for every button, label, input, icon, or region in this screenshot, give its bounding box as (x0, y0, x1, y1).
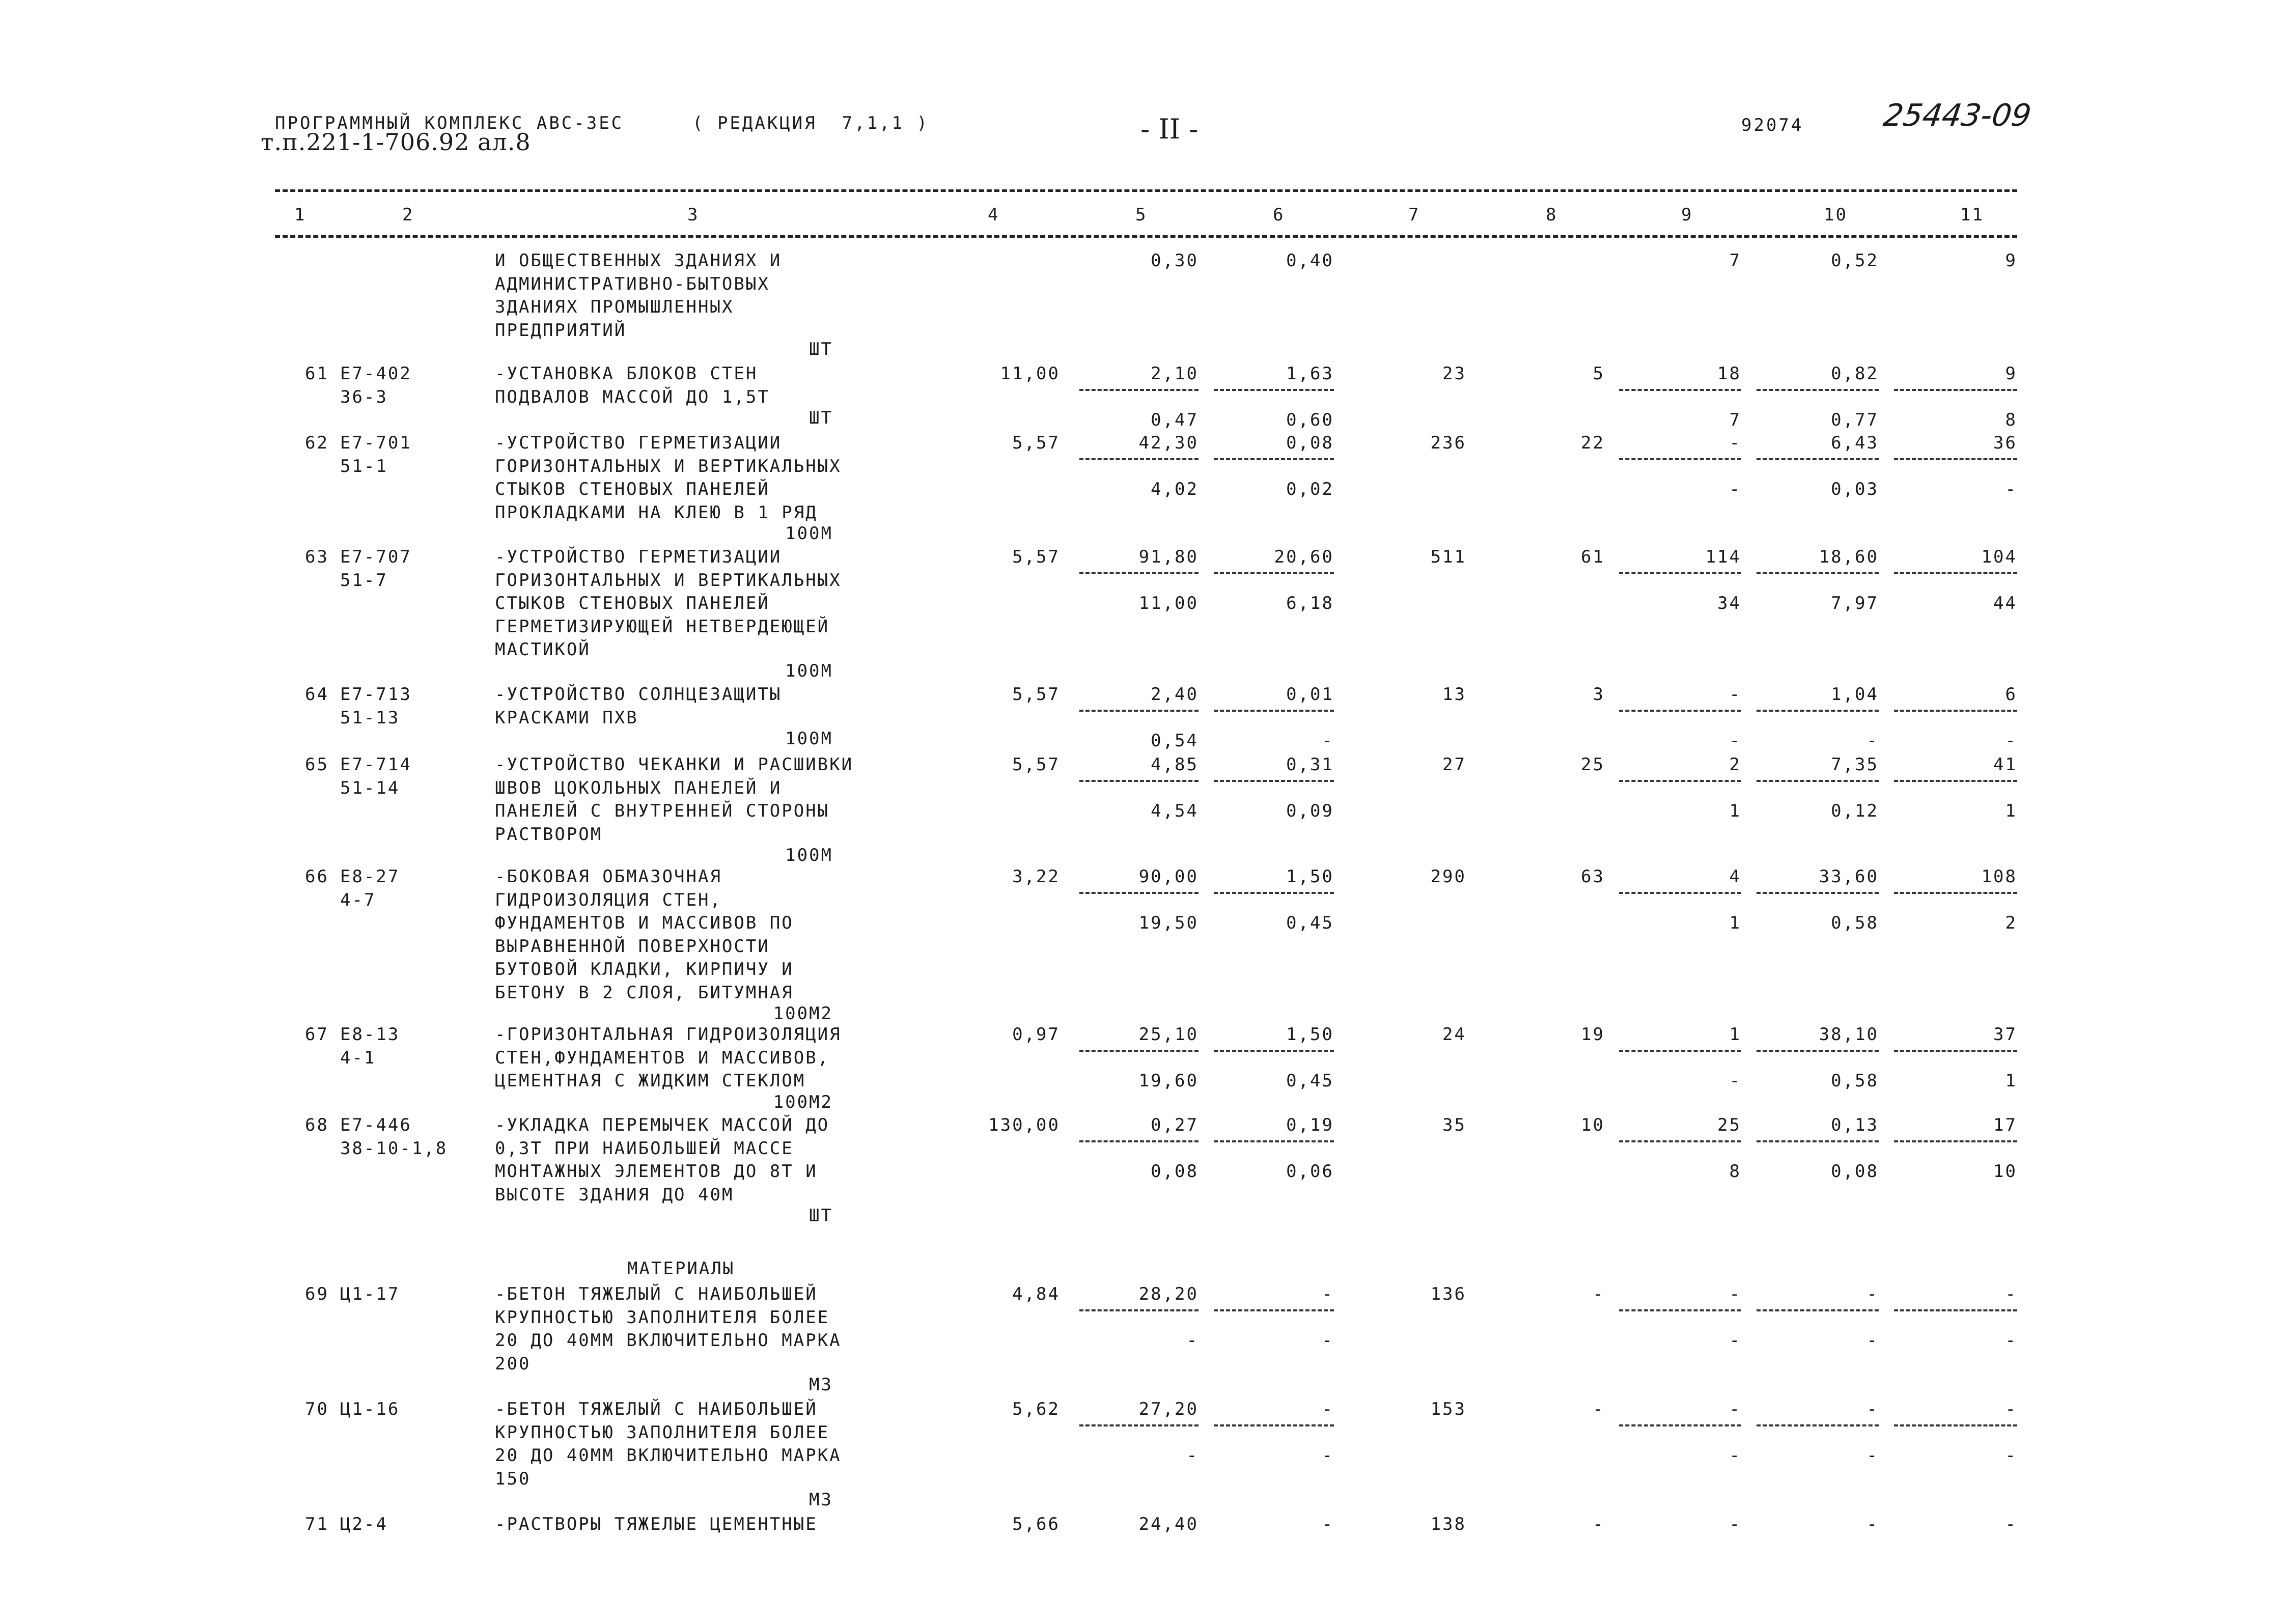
material-row-c10: - (1866, 1514, 1879, 1534)
cost-split-rule (1894, 389, 2017, 391)
table-row-description-line: -УСТРОЙСТВО СОЛНЦЕЗАЩИТЫ (495, 684, 782, 705)
handwritten-stamp-number: 25443-09 (1881, 98, 2033, 133)
cost-split-rule (1214, 780, 1334, 782)
material-row-b5: - (1186, 1445, 1199, 1466)
table-row-qty: 11,00 (1000, 363, 1060, 384)
continuation-c10: 0,52 (1831, 250, 1879, 271)
table-row-description-line: 0,3Т ПРИ НАИБОЛЬШЕЙ МАССЕ (495, 1138, 794, 1159)
cost-split-rule (1079, 572, 1199, 574)
material-row-b10: - (1866, 1445, 1879, 1466)
cost-split-rule (1757, 1050, 1879, 1052)
column-number-8: 8 (1546, 205, 1558, 225)
table-row-description-line: ГИДРОИЗОЛЯЦИЯ СТЕН, (495, 889, 722, 910)
material-row-b10: - (1866, 1330, 1879, 1351)
table-row-description-line: ВЫРАВНЕННОЙ ПОВЕРХНОСТИ (495, 936, 770, 957)
table-row-c7: 35 (1442, 1115, 1466, 1135)
table-row-number: 65 (305, 754, 329, 775)
table-row-c6: 0,31 (1286, 754, 1334, 775)
table-row-qty: 5,57 (1012, 433, 1060, 453)
table-row-code: 4-1 (340, 1047, 376, 1068)
table-row-c11: 9 (2005, 363, 2017, 384)
material-row-number: 69 (305, 1284, 329, 1304)
table-row-description-line: -УСТАНОВКА БЛОКОВ СТЕН (495, 363, 758, 384)
table-row-number: 68 (305, 1115, 329, 1135)
table-row-b11: 44 (1993, 593, 2017, 613)
cost-split-rule (1214, 1309, 1334, 1311)
column-number-4: 4 (988, 205, 1000, 225)
column-number-5: 5 (1135, 205, 1148, 225)
table-row-number: 61 (305, 363, 329, 384)
table-row-qty: 5,57 (1012, 547, 1060, 567)
table-row-b5: 4,02 (1151, 479, 1199, 499)
table-row-b11: 8 (2005, 410, 2017, 430)
table-row-unit: 100М2 (773, 1003, 833, 1024)
material-row-b9: - (1729, 1445, 1741, 1466)
table-row-number: 62 (305, 433, 329, 453)
table-row-b9: 1 (1729, 913, 1741, 933)
table-row-b6: 0,45 (1286, 913, 1334, 933)
cost-split-rule (1619, 1140, 1741, 1142)
table-row-b11: - (2005, 731, 2017, 751)
table-row-unit: 100М (785, 845, 833, 865)
cost-split-rule (1079, 389, 1199, 391)
table-row-b5: 11,00 (1138, 593, 1199, 613)
cost-split-rule (1214, 389, 1334, 391)
cost-split-rule (1079, 710, 1199, 712)
table-row-number: 64 (305, 684, 329, 705)
table-row-c7: 236 (1430, 433, 1466, 453)
page-number: - II - (1140, 113, 1199, 145)
cost-split-rule (1757, 458, 1879, 460)
table-row-c8: 25 (1581, 754, 1605, 775)
continuation-c11: 9 (2005, 250, 2017, 271)
table-row-number: 67 (305, 1024, 329, 1045)
table-row-c9: - (1729, 684, 1741, 705)
table-row-description-line: ШВОВ ЦОКОЛЬНЫХ ПАНЕЛЕЙ И (495, 777, 782, 798)
table-row-c7: 27 (1442, 754, 1466, 775)
table-row-code: Е7-402 (340, 363, 412, 384)
table-row-description-line: СТЫКОВ СТЕНОВЫХ ПАНЕЛЕЙ (495, 479, 770, 499)
table-row-c10: 7,35 (1831, 754, 1879, 775)
table-row-b10: 0,58 (1831, 1071, 1879, 1091)
material-row-description-line: КРУПНОСТЬЮ ЗАПОЛНИТЕЛЯ БОЛЕЕ (495, 1307, 830, 1328)
cost-split-rule (1619, 1424, 1741, 1426)
material-row-description-line: 20 ДО 40ММ ВКЛЮЧИТЕЛЬНО МАРКА (495, 1330, 842, 1351)
table-row-b5: 19,60 (1138, 1071, 1199, 1091)
material-row-c7: 136 (1430, 1284, 1466, 1304)
continuation-description-line: И ОБЩЕСТВЕННЫХ ЗДАНИЯХ И (495, 250, 782, 271)
cost-split-rule (1619, 1309, 1741, 1311)
table-row-code: 51-14 (340, 777, 400, 798)
table-row-qty: 0,97 (1012, 1024, 1060, 1045)
table-row-c11: 104 (1981, 547, 2017, 567)
table-row-description-line: ПОДВАЛОВ МАССОЙ ДО 1,5Т (495, 386, 770, 407)
table-row-code: Е7-714 (340, 754, 412, 775)
program-edition: ( РЕДАКЦИЯ 7,1,1 ) (692, 113, 929, 133)
material-row-c8: - (1593, 1399, 1605, 1419)
cost-split-rule (1214, 572, 1334, 574)
column-number-3: 3 (687, 205, 700, 225)
table-row-code: 4-7 (340, 889, 376, 910)
table-row-c10: 38,10 (1819, 1024, 1879, 1045)
table-row-b10: 0,08 (1831, 1161, 1879, 1182)
table-row-c10: 6,43 (1831, 433, 1879, 453)
table-row-c10: 0,82 (1831, 363, 1879, 384)
table-row-c9: 18 (1717, 363, 1741, 384)
table-row-description-line: МАСТИКОЙ (495, 639, 591, 660)
material-row-description-line: -БЕТОН ТЯЖЕЛЫЙ С НАИБОЛЬШЕЙ (495, 1284, 818, 1304)
material-row-unit: М3 (809, 1375, 833, 1395)
table-row-description-line: -УСТРОЙСТВО ГЕРМЕТИЗАЦИИ (495, 547, 782, 567)
table-row-b11: 2 (2005, 913, 2017, 933)
table-row-b9: - (1729, 731, 1741, 751)
table-row-description-line: БЕТОНУ В 2 СЛОЯ, БИТУМНАЯ (495, 982, 794, 1003)
table-row-c9: 1 (1729, 1024, 1741, 1045)
table-row-qty: 3,22 (1012, 866, 1060, 887)
table-row-c5: 25,10 (1138, 1024, 1199, 1045)
table-row-c6: 20,60 (1274, 547, 1334, 567)
table-row-description-line: МОНТАЖНЫХ ЭЛЕМЕНТОВ ДО 8Т И (495, 1161, 818, 1182)
table-row-unit: 100М2 (773, 1091, 833, 1112)
table-row-code: 51-7 (340, 570, 388, 591)
table-row-description-line: ГЕРМЕТИЗИРУЮЩЕЙ НЕТВЕРДЕЮЩЕЙ (495, 616, 830, 637)
table-row-description-line: ПРОКЛАДКАМИ НА КЛЕЮ В 1 РЯД (495, 502, 818, 523)
material-row-c5: 27,20 (1138, 1399, 1199, 1419)
table-row-c7: 511 (1430, 547, 1466, 567)
table-row-description-line: ЦЕМЕНТНАЯ С ЖИДКИМ СТЕКЛОМ (495, 1071, 806, 1091)
material-row-b6: - (1322, 1445, 1334, 1466)
table-row-b5: 19,50 (1138, 913, 1199, 933)
table-row-b9: 7 (1729, 410, 1741, 430)
cost-split-rule (1214, 892, 1334, 894)
table-row-b9: 1 (1729, 801, 1741, 821)
cost-split-rule (1619, 1050, 1741, 1052)
continuation-c6: 0,40 (1286, 250, 1334, 271)
cost-split-rule (1619, 389, 1741, 391)
header-top-rule (275, 189, 2017, 192)
cost-split-rule (1757, 892, 1879, 894)
cost-split-rule (1214, 710, 1334, 712)
column-number-11: 11 (1960, 205, 1984, 225)
table-row-c11: 17 (1993, 1115, 2017, 1135)
document-number: т.п.221-1-706.92 ал.8 (261, 128, 531, 156)
table-row-qty: 5,57 (1012, 684, 1060, 705)
table-row-b11: 1 (2005, 801, 2017, 821)
table-row-c10: 33,60 (1819, 866, 1879, 887)
table-row-c8: 3 (1593, 684, 1605, 705)
table-row-description-line: ГОРИЗОНТАЛЬНЫХ И ВЕРТИКАЛЬНЫХ (495, 570, 842, 591)
table-row-c10: 1,04 (1831, 684, 1879, 705)
material-row-c7: 138 (1430, 1514, 1466, 1534)
table-row-c10: 18,60 (1819, 547, 1879, 567)
table-row-b11: - (2005, 479, 2017, 499)
table-row-c10: 0,13 (1831, 1115, 1879, 1135)
table-row-b6: 0,02 (1286, 479, 1334, 499)
table-row-code: 51-1 (340, 456, 388, 477)
material-row-number: 70 (305, 1399, 329, 1419)
table-row-code: Е7-701 (340, 433, 412, 453)
document-code: 92074 (1741, 115, 1804, 135)
continuation-unit: ШТ (809, 339, 833, 359)
cost-split-rule (1757, 710, 1879, 712)
table-row-unit: ШТ (809, 1206, 833, 1226)
table-row-c7: 24 (1442, 1024, 1466, 1045)
table-row-description-line: КРАСКАМИ ПХВ (495, 707, 638, 728)
table-row-b6: 0,45 (1286, 1071, 1334, 1091)
cost-split-rule (1079, 1309, 1199, 1311)
table-row-c6: 1,50 (1286, 1024, 1334, 1045)
table-row-description-line: ГОРИЗОНТАЛЬНЫХ И ВЕРТИКАЛЬНЫХ (495, 456, 842, 477)
cost-split-rule (1079, 1140, 1199, 1142)
materials-heading: МАТЕРИАЛЫ (627, 1258, 735, 1279)
material-row-unit: М3 (809, 1490, 833, 1510)
cost-split-rule (1214, 1140, 1334, 1142)
table-row-b9: 8 (1729, 1161, 1741, 1182)
table-row-c5: 90,00 (1138, 866, 1199, 887)
table-row-c8: 10 (1581, 1115, 1605, 1135)
cost-split-rule (1619, 710, 1741, 712)
table-row-c5: 91,80 (1138, 547, 1199, 567)
material-row-c7: 153 (1430, 1399, 1466, 1419)
cost-split-rule (1214, 1424, 1334, 1426)
material-row-description-line: КРУПНОСТЬЮ ЗАПОЛНИТЕЛЯ БОЛЕЕ (495, 1422, 830, 1443)
continuation-description-line: ЗДАНИЯХ ПРОМЫШЛЕННЫХ (495, 297, 734, 317)
table-row-code: Е8-27 (340, 866, 400, 887)
table-row-c8: 5 (1593, 363, 1605, 384)
material-row-b5: - (1186, 1330, 1199, 1351)
table-row-c9: - (1729, 433, 1741, 453)
column-number-1: 1 (294, 205, 306, 225)
table-row-c6: 0,08 (1286, 433, 1334, 453)
table-row-b5: 0,54 (1151, 731, 1199, 751)
cost-split-rule (1757, 572, 1879, 574)
material-row-description-line: 20 ДО 40ММ ВКЛЮЧИТЕЛЬНО МАРКА (495, 1445, 842, 1466)
column-number-7: 7 (1408, 205, 1420, 225)
table-row-c6: 1,50 (1286, 866, 1334, 887)
table-row-c11: 36 (1993, 433, 2017, 453)
table-row-unit: 100М (785, 729, 833, 749)
cost-split-rule (1894, 1140, 2017, 1142)
table-row-description-line: -УСТРОЙСТВО ГЕРМЕТИЗАЦИИ (495, 433, 782, 453)
cost-split-rule (1079, 892, 1199, 894)
table-row-b6: 0,60 (1286, 410, 1334, 430)
table-row-c11: 108 (1981, 866, 2017, 887)
table-row-b11: 1 (2005, 1071, 2017, 1091)
cost-split-rule (1619, 780, 1741, 782)
material-row-c8: - (1593, 1514, 1605, 1534)
material-row-b6: - (1322, 1330, 1334, 1351)
cost-split-rule (1894, 458, 2017, 460)
table-row-c5: 2,40 (1151, 684, 1199, 705)
table-row-b9: 34 (1717, 593, 1741, 613)
table-row-b9: - (1729, 1071, 1741, 1091)
table-row-c7: 290 (1430, 866, 1466, 887)
table-row-number: 63 (305, 547, 329, 567)
cost-split-rule (1079, 780, 1199, 782)
cost-split-rule (1894, 892, 2017, 894)
table-row-description-line: ВЫСОТЕ ЗДАНИЯ ДО 40М (495, 1184, 734, 1205)
material-row-qty: 4,84 (1012, 1284, 1060, 1304)
table-row-b6: 6,18 (1286, 593, 1334, 613)
table-row-code: Е7-446 (340, 1115, 412, 1135)
table-row-code: 38-10-1,8 (340, 1138, 448, 1159)
table-row-b10: 0,03 (1831, 479, 1879, 499)
material-row-qty: 5,66 (1012, 1514, 1060, 1534)
cost-split-rule (1894, 1309, 2017, 1311)
table-row-description-line: -УСТРОЙСТВО ЧЕКАНКИ И РАСШИВКИ (495, 754, 854, 775)
table-row-b6: - (1322, 731, 1334, 751)
cost-split-rule (1757, 780, 1879, 782)
table-row-b10: 0,58 (1831, 913, 1879, 933)
material-row-c5: 28,20 (1138, 1284, 1199, 1304)
column-number-2: 2 (402, 205, 414, 225)
table-row-qty: 130,00 (988, 1115, 1060, 1135)
material-row-c10: - (1866, 1284, 1879, 1304)
table-row-code: Е8-13 (340, 1024, 400, 1045)
table-row-c5: 2,10 (1151, 363, 1199, 384)
table-row-unit: 100М (785, 660, 833, 681)
table-row-description-line: -БОКОВАЯ ОБМАЗОЧНАЯ (495, 866, 722, 887)
table-row-description-line: СТЕН,ФУНДАМЕНТОВ И МАССИВОВ, (495, 1047, 830, 1068)
table-row-description-line: РАСТВОРОМ (495, 824, 603, 845)
table-row-c6: 0,19 (1286, 1115, 1334, 1135)
table-row-c9: 2 (1729, 754, 1741, 775)
table-row-c6: 0,01 (1286, 684, 1334, 705)
material-row-description-line: 150 (495, 1468, 531, 1489)
cost-split-rule (1619, 892, 1741, 894)
table-row-unit: ШТ (809, 408, 833, 428)
table-row-description-line: СТЫКОВ СТЕНОВЫХ ПАНЕЛЕЙ (495, 593, 770, 613)
continuation-description-line: АДМИНИСТРАТИВНО-БЫТОВЫХ (495, 273, 770, 294)
table-row-unit: 100М (785, 523, 833, 544)
cost-split-rule (1757, 1140, 1879, 1142)
material-row-c9: - (1729, 1514, 1741, 1534)
table-row-b10: 0,12 (1831, 801, 1879, 821)
material-row-code: Ц1-17 (340, 1284, 400, 1304)
material-row-c11: - (2005, 1399, 2017, 1419)
material-row-description-line: 200 (495, 1353, 531, 1374)
table-row-c9: 114 (1705, 547, 1741, 567)
cost-split-rule (1619, 458, 1741, 460)
cost-split-rule (1894, 1424, 2017, 1426)
cost-split-rule (1214, 1050, 1334, 1052)
table-row-c9: 4 (1729, 866, 1741, 887)
table-row-b6: 0,09 (1286, 801, 1334, 821)
continuation-c5: 0,30 (1151, 250, 1199, 271)
cost-split-rule (1894, 710, 2017, 712)
material-row-b9: - (1729, 1330, 1741, 1351)
table-row-b10: 7,97 (1831, 593, 1879, 613)
table-row-b10: - (1866, 731, 1879, 751)
material-row-number: 71 (305, 1514, 329, 1534)
table-row-c11: 37 (1993, 1024, 2017, 1045)
material-row-c11: - (2005, 1514, 2017, 1534)
column-number-9: 9 (1681, 205, 1693, 225)
material-row-code: Ц2-4 (340, 1514, 388, 1534)
table-row-b5: 4,54 (1151, 801, 1199, 821)
table-row-c5: 42,30 (1138, 433, 1199, 453)
material-row-b11: - (2005, 1330, 2017, 1351)
material-row-c6: - (1322, 1284, 1334, 1304)
program-name: ПРОГРАММНЫЙ КОМПЛЕКС АВС-3ЕС (275, 113, 624, 133)
table-row-description-line: -ГОРИЗОНТАЛЬНАЯ ГИДРОИЗОЛЯЦИЯ (495, 1024, 842, 1045)
table-row-code: 51-13 (340, 707, 400, 728)
material-row-description-line: -РАСТВОРЫ ТЯЖЕЛЫЕ ЦЕМЕНТНЫЕ (495, 1514, 818, 1534)
cost-split-rule (1079, 1050, 1199, 1052)
column-number-6: 6 (1273, 205, 1285, 225)
table-row-code: 36-3 (340, 386, 388, 407)
table-row-b11: 10 (1993, 1161, 2017, 1182)
cost-split-rule (1079, 458, 1199, 460)
material-row-c9: - (1729, 1284, 1741, 1304)
table-row-c11: 41 (1993, 754, 2017, 775)
table-row-b5: 0,47 (1151, 410, 1199, 430)
table-row-c5: 0,27 (1151, 1115, 1199, 1135)
table-row-c7: 23 (1442, 363, 1466, 384)
material-row-c8: - (1593, 1284, 1605, 1304)
material-row-c11: - (2005, 1284, 2017, 1304)
header-bottom-rule (275, 235, 2017, 238)
table-row-b5: 0,08 (1151, 1161, 1199, 1182)
material-row-c9: - (1729, 1399, 1741, 1419)
material-row-c5: 24,40 (1138, 1514, 1199, 1534)
table-row-c8: 19 (1581, 1024, 1605, 1045)
material-row-description-line: -БЕТОН ТЯЖЕЛЫЙ С НАИБОЛЬШЕЙ (495, 1399, 818, 1419)
table-row-b9: - (1729, 479, 1741, 499)
table-row-c8: 22 (1581, 433, 1605, 453)
table-row-description-line: -УКЛАДКА ПЕРЕМЫЧЕК МАССОЙ ДО (495, 1115, 830, 1135)
cost-split-rule (1757, 389, 1879, 391)
material-row-b11: - (2005, 1445, 2017, 1466)
table-row-number: 66 (305, 866, 329, 887)
table-row-qty: 5,57 (1012, 754, 1060, 775)
cost-split-rule (1619, 572, 1741, 574)
table-row-code: Е7-707 (340, 547, 412, 567)
table-row-c6: 1,63 (1286, 363, 1334, 384)
material-row-c6: - (1322, 1514, 1334, 1534)
cost-split-rule (1894, 572, 2017, 574)
table-row-b10: 0,77 (1831, 410, 1879, 430)
table-row-c7: 13 (1442, 684, 1466, 705)
table-row-c5: 4,85 (1151, 754, 1199, 775)
cost-split-rule (1894, 780, 2017, 782)
table-row-c8: 61 (1581, 547, 1605, 567)
table-row-description-line: ПАНЕЛЕЙ С ВНУТРЕННЕЙ СТОРОНЫ (495, 801, 830, 821)
continuation-description-line: ПРЕДПРИЯТИЙ (495, 320, 627, 341)
table-row-description-line: БУТОВОЙ КЛАДКИ, КИРПИЧУ И (495, 959, 794, 979)
cost-split-rule (1079, 1424, 1199, 1426)
cost-split-rule (1214, 458, 1334, 460)
cost-split-rule (1894, 1050, 2017, 1052)
table-row-c11: 6 (2005, 684, 2017, 705)
column-number-10: 10 (1824, 205, 1848, 225)
table-row-code: Е7-713 (340, 684, 412, 705)
material-row-qty: 5,62 (1012, 1399, 1060, 1419)
material-row-code: Ц1-16 (340, 1399, 400, 1419)
cost-split-rule (1757, 1309, 1879, 1311)
material-row-c6: - (1322, 1399, 1334, 1419)
material-row-c10: - (1866, 1399, 1879, 1419)
table-row-c9: 25 (1717, 1115, 1741, 1135)
cost-split-rule (1757, 1424, 1879, 1426)
continuation-c9: 7 (1729, 250, 1741, 271)
table-row-b6: 0,06 (1286, 1161, 1334, 1182)
table-row-c8: 63 (1581, 866, 1605, 887)
table-row-description-line: ФУНДАМЕНТОВ И МАССИВОВ ПО (495, 913, 794, 933)
